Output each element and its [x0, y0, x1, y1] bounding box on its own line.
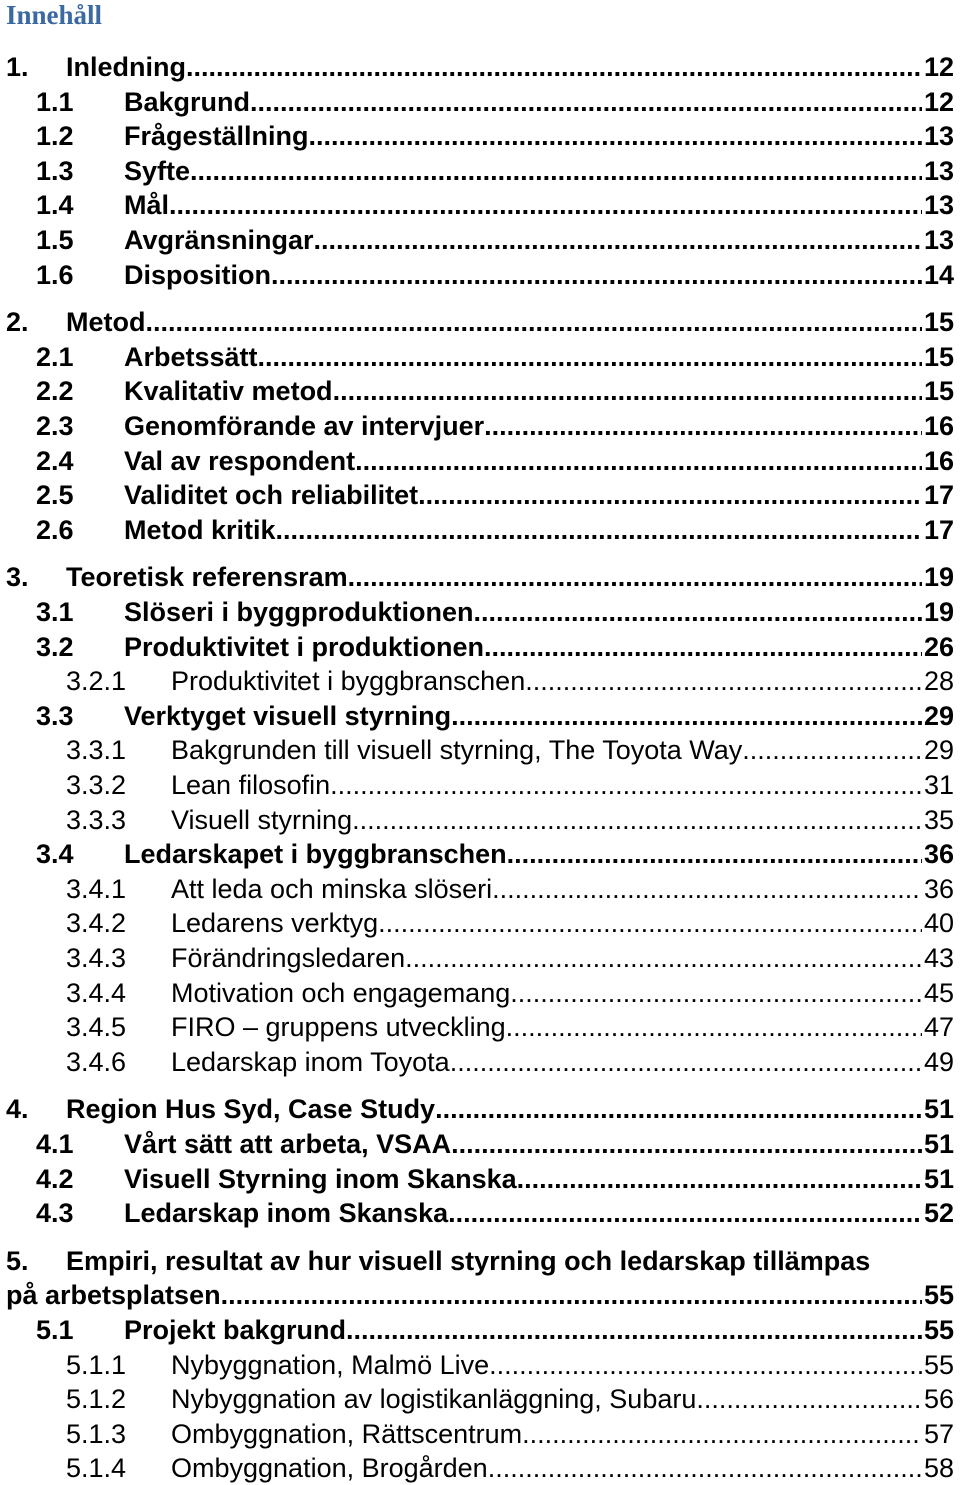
toc-entry[interactable] — [0, 560, 954, 594]
toc-entry-page: 16 — [923, 411, 954, 441]
toc-heading: Innehåll — [6, 0, 103, 30]
toc-entry[interactable] — [0, 340, 954, 374]
toc-entry[interactable] — [0, 1313, 954, 1347]
toc-entry-page: 14 — [923, 259, 954, 290]
toc-entry-title-wrap — [171, 976, 954, 1010]
toc-entry-page: 36 — [923, 839, 954, 870]
toc-entry-title: Frågeställning — [124, 121, 309, 152]
toc-entry-page: 13 — [923, 190, 954, 221]
toc-entry[interactable] — [0, 223, 954, 257]
toc-entry-title: Kvalitativ metod — [124, 376, 333, 407]
toc-entry-number: 2.3 — [36, 411, 74, 441]
toc-entry[interactable] — [0, 1162, 954, 1196]
toc-entry[interactable] — [0, 1451, 954, 1485]
toc-entry-title: Teoretisk referensram — [66, 562, 348, 593]
toc-entry-title: Mål — [124, 190, 170, 221]
toc-entry-title-wrap — [124, 223, 954, 257]
toc-entry-title-wrap — [171, 941, 954, 975]
dot-leader — [492, 872, 954, 906]
toc-entry-title-line2: på arbetsplatsen — [6, 1280, 221, 1311]
toc-entry-page: 13 — [923, 121, 954, 152]
toc-entry[interactable] — [0, 664, 954, 698]
toc-entry-title: Genomförande av intervjuer — [124, 411, 485, 441]
toc-entry[interactable] — [0, 1348, 954, 1382]
toc-entry-title-wrap — [124, 699, 954, 733]
dot-leader — [221, 1278, 954, 1312]
toc-entry-title-wrap — [124, 478, 954, 512]
toc-entry-page: 45 — [923, 977, 954, 1008]
toc-entry-page: 51 — [923, 1094, 954, 1125]
toc-entry-title-wrap — [124, 513, 954, 547]
toc-entry-page: 43 — [923, 943, 954, 973]
toc-entry-number: 3.4.5 — [66, 1012, 127, 1043]
toc-entry-number: 5.1.1 — [66, 1349, 127, 1380]
toc-entry-title: Validitet och reliabilitet — [124, 480, 419, 511]
dot-leader — [169, 188, 954, 222]
toc-entry-title-wrap — [171, 1348, 954, 1382]
dot-leader — [352, 803, 954, 837]
dot-leader — [330, 768, 954, 802]
toc-entry-page: 35 — [923, 804, 954, 835]
toc-entry-number: 3.3.3 — [66, 804, 127, 835]
dot-leader — [484, 630, 954, 664]
toc-entry-number: 3.4 — [36, 839, 74, 870]
toc-entry-number: 2.4 — [36, 445, 74, 476]
toc-entry-page: 57 — [923, 1418, 954, 1449]
toc-entry-title-wrap — [124, 85, 954, 119]
toc-entry-title: Motivation och engagemang — [171, 977, 511, 1008]
toc-entry-title-wrap — [171, 733, 954, 767]
toc-entry-continuation[interactable] — [0, 1278, 954, 1312]
toc-entry[interactable] — [0, 119, 954, 153]
toc-entry-title-wrap — [171, 803, 954, 837]
dot-leader — [517, 1162, 954, 1196]
toc-entry[interactable] — [0, 1092, 954, 1126]
toc-entry-title: Projekt bakgrund — [124, 1315, 347, 1345]
toc-entry-page: 15 — [923, 307, 954, 338]
dot-leader — [258, 340, 954, 374]
toc-entry-number: 3.4.2 — [66, 908, 127, 939]
toc-entry-title: Slöseri i byggproduktionen — [124, 597, 474, 627]
toc-entry[interactable] — [0, 733, 954, 767]
toc-entry-title-wrap — [66, 560, 954, 594]
toc-entry-title-wrap — [124, 340, 954, 374]
toc-entry-page: 31 — [923, 770, 954, 800]
toc-entry-title-wrap — [124, 409, 954, 443]
toc-entry-title-wrap — [124, 1162, 954, 1196]
toc-entry-number: 2.2 — [36, 376, 74, 407]
toc-entry-number: 3.4.1 — [66, 873, 127, 904]
toc-entry-page: 55 — [923, 1315, 954, 1345]
toc-entry-page: 58 — [923, 1453, 954, 1484]
toc-entry-title: Syfte — [124, 155, 191, 186]
toc-entry-title-wrap — [124, 119, 954, 153]
dot-leader — [489, 1348, 954, 1382]
toc-entry-title-wrap — [66, 1092, 954, 1126]
toc-entry-page: 15 — [923, 376, 954, 407]
dot-leader — [276, 513, 954, 547]
toc-entry-title-wrap — [171, 1010, 954, 1044]
toc-entry-number: 1.3 — [36, 155, 74, 186]
dot-leader — [405, 941, 954, 975]
toc-entry-title-wrap — [124, 444, 954, 478]
toc-entry[interactable] — [0, 50, 954, 84]
toc-entry[interactable] — [0, 85, 954, 119]
toc-entry-title: Ombyggnation, Brogården — [171, 1453, 488, 1484]
toc-entry-page: 36 — [923, 873, 954, 904]
toc-entry-number: 1.2 — [36, 121, 74, 152]
toc-entry-title-wrap — [124, 837, 954, 871]
toc-entry-title: Bakgrunden till visuell styrning, The Toyota Way — [171, 735, 743, 766]
toc-entry-title-wrap — [124, 374, 954, 408]
toc-entry-page: 12 — [923, 52, 954, 82]
toc-entry-number: 2.6 — [36, 514, 74, 545]
toc-entry-page: 15 — [923, 341, 954, 372]
toc-entry[interactable] — [0, 803, 954, 837]
toc-entry-title: Empiri, resultat av hur visuell styrning och ledarskap tillämpas — [66, 1245, 871, 1276]
toc-entry[interactable] — [0, 768, 954, 802]
toc-entry-title-wrap — [171, 768, 954, 802]
dot-leader — [451, 1127, 954, 1161]
dot-leader — [506, 1010, 954, 1044]
toc-entry-title: Metod kritik — [124, 514, 276, 545]
toc-entry[interactable] — [0, 374, 954, 408]
toc-entry[interactable] — [0, 1244, 954, 1278]
toc-entry-number: 4. — [6, 1094, 29, 1125]
toc-entry-title-wrap — [124, 1196, 954, 1230]
toc-entry[interactable] — [0, 409, 954, 443]
toc-entry-title: Avgränsningar — [124, 225, 314, 255]
toc-entry-title-wrap — [171, 1417, 954, 1451]
toc-entry-title-wrap — [171, 1045, 954, 1079]
toc-entry-title-wrap — [124, 595, 954, 629]
toc-entry-page: 49 — [923, 1046, 954, 1077]
toc-entry-page: 52 — [923, 1198, 954, 1229]
toc-entry-page: 55 — [923, 1349, 954, 1380]
dot-leader — [696, 1382, 954, 1416]
toc-entry-title: Ledarskapet i byggbranschen — [124, 839, 507, 870]
toc-entry-number: 3.1 — [36, 597, 74, 627]
toc-entry-number: 4.1 — [36, 1129, 74, 1159]
toc-entry-title: FIRO – gruppens utveckling — [171, 1012, 506, 1043]
toc-entry-title-wrap — [66, 50, 954, 84]
dot-leader — [418, 478, 954, 512]
toc-entry[interactable] — [0, 1010, 954, 1044]
toc-entry-title: Disposition — [124, 259, 271, 290]
toc-entry-page: 55 — [923, 1280, 954, 1311]
toc-entry-number: 5.1.3 — [66, 1418, 127, 1449]
toc-entry-number: 3.2 — [36, 631, 74, 662]
toc-entry-number: 3.3.2 — [66, 770, 127, 800]
dot-leader — [271, 258, 954, 292]
toc-entry-title-wrap — [171, 872, 954, 906]
dot-leader — [378, 906, 954, 940]
dot-leader — [507, 837, 954, 871]
toc-entry-number: 4.2 — [36, 1163, 74, 1194]
toc-entry-title-wrap — [124, 1127, 954, 1161]
toc-entry-number: 3.4.3 — [66, 943, 127, 973]
toc-entry-number: 5.1.2 — [66, 1384, 127, 1415]
toc-entry-title: Ledarskap inom Toyota — [171, 1046, 450, 1077]
dot-leader — [333, 374, 954, 408]
toc-entry[interactable] — [0, 444, 954, 478]
toc-entry-page: 51 — [923, 1129, 954, 1159]
dot-leader — [250, 85, 954, 119]
toc-entry-number: 5.1 — [36, 1315, 74, 1345]
toc-entry-title: Lean filosofin — [171, 770, 331, 800]
toc-entry-title: Verktyget visuell styrning — [124, 700, 452, 731]
dot-leader — [348, 560, 954, 594]
toc-entry-page: 26 — [923, 631, 954, 662]
toc-entry-title-wrap — [6, 1278, 954, 1312]
dot-leader — [522, 1417, 954, 1451]
toc-entry-title: Bakgrund — [124, 86, 251, 117]
toc-entry-number: 2.5 — [36, 480, 74, 511]
toc-entry-title: Nybyggnation, Malmö Live — [171, 1349, 490, 1380]
toc-entry-title-wrap — [171, 664, 954, 698]
toc-entry-page: 47 — [923, 1012, 954, 1043]
toc-entry-number: 1. — [6, 52, 29, 82]
toc-entry-page: 17 — [923, 480, 954, 511]
toc-entry-title-wrap — [124, 1313, 954, 1347]
dot-leader — [435, 1092, 954, 1126]
toc-entry-title: Visuell Styrning inom Skanska — [124, 1163, 517, 1194]
toc-entry[interactable] — [0, 1127, 954, 1161]
toc-entry[interactable] — [0, 258, 954, 292]
dot-leader — [525, 664, 954, 698]
toc-entry-title: Val av respondent — [124, 445, 356, 476]
toc-entry-title-wrap — [66, 305, 954, 339]
dot-leader — [190, 154, 954, 188]
dot-leader — [484, 409, 954, 443]
toc-entry-title: Ledarens verktyg — [171, 908, 379, 939]
toc-entry-page: 56 — [923, 1384, 954, 1415]
toc-entry-number: 5. — [6, 1245, 29, 1276]
toc-entry-page: 28 — [923, 666, 954, 697]
toc-entry[interactable] — [0, 976, 954, 1010]
toc-entry[interactable] — [0, 630, 954, 664]
dot-leader — [448, 1196, 954, 1230]
toc-entry[interactable] — [0, 1417, 954, 1451]
toc-entry-page: 13 — [923, 225, 954, 255]
toc-entry-number: 1.4 — [36, 190, 74, 221]
dot-leader — [309, 119, 954, 153]
toc-entry-number: 3.3 — [36, 700, 74, 731]
toc-entry-page: 19 — [923, 597, 954, 627]
toc-entry-number: 1.1 — [36, 86, 74, 117]
toc-entry-title: Förändringsledaren — [171, 943, 406, 973]
dot-leader — [450, 1045, 954, 1079]
toc-entry-title: Arbetssätt — [124, 341, 258, 372]
toc-entry[interactable] — [0, 906, 954, 940]
toc-entry-title: Metod — [66, 307, 146, 338]
toc-entry[interactable] — [0, 478, 954, 512]
toc-entry-title: Visuell styrning — [171, 804, 353, 835]
toc-entry-title: Nybyggnation av logistikanläggning, Subaru — [171, 1384, 697, 1415]
toc-entry[interactable] — [0, 837, 954, 871]
dot-leader — [145, 305, 954, 339]
toc-entry-number: 3.2.1 — [66, 666, 127, 697]
toc-entry[interactable] — [0, 154, 954, 188]
toc-entry-number: 3.4.4 — [66, 977, 127, 1008]
toc-entry-number: 3. — [6, 562, 29, 593]
toc-entry-title: Ombyggnation, Rättscentrum — [171, 1418, 523, 1449]
toc-entry-title-wrap — [124, 258, 954, 292]
toc-entry-page: 29 — [923, 735, 954, 766]
toc-entry-title-wrap — [171, 1382, 954, 1416]
toc-entry[interactable] — [0, 513, 954, 547]
dot-leader — [346, 1313, 954, 1347]
dot-leader — [186, 50, 954, 84]
toc-entry[interactable] — [0, 1382, 954, 1416]
toc-entry-title-wrap — [171, 906, 954, 940]
toc-entry-title: Vårt sätt att arbeta, VSAA — [124, 1129, 452, 1159]
toc-entry[interactable] — [0, 941, 954, 975]
toc-entry-title-wrap — [124, 188, 954, 222]
toc-entry-number: 5.1.4 — [66, 1453, 127, 1484]
toc-entry[interactable] — [0, 699, 954, 733]
toc-entry-number: 4.3 — [36, 1198, 74, 1229]
toc-entry-page: 40 — [923, 908, 954, 939]
toc-entry-number: 3.3.1 — [66, 735, 127, 766]
toc-entry-title: Ledarskap inom Skanska — [124, 1198, 449, 1229]
toc-entry[interactable] — [0, 1196, 954, 1230]
toc-entry-title: Region Hus Syd, Case Study — [66, 1094, 436, 1125]
toc-entry-title: Inledning — [66, 52, 186, 82]
dot-leader — [314, 223, 954, 257]
toc-entry-page: 12 — [923, 86, 954, 117]
dot-leader — [488, 1451, 954, 1485]
toc-entry[interactable] — [0, 188, 954, 222]
toc-entry-page: 13 — [923, 155, 954, 186]
dot-leader — [355, 444, 954, 478]
dot-leader — [451, 699, 954, 733]
toc-entry-title-wrap — [171, 1451, 954, 1485]
toc-entry-page: 19 — [923, 562, 954, 593]
toc-entry-number: 1.5 — [36, 225, 74, 255]
toc-entry-number: 3.4.6 — [66, 1046, 127, 1077]
toc-entry-page: 51 — [923, 1163, 954, 1194]
toc-entry-title: Produktivitet i produktionen — [124, 631, 485, 662]
toc-entry-title-wrap — [124, 630, 954, 664]
toc-entry-page: 17 — [923, 514, 954, 545]
toc-entry[interactable] — [0, 872, 954, 906]
toc-entry[interactable] — [0, 595, 954, 629]
toc-entry[interactable] — [0, 305, 954, 339]
toc-entry-number: 2.1 — [36, 341, 74, 372]
dot-leader — [510, 976, 954, 1010]
toc-entry[interactable] — [0, 1045, 954, 1079]
dot-leader — [474, 595, 954, 629]
toc-entry-page: 29 — [923, 700, 954, 731]
toc-entry-number: 1.6 — [36, 259, 74, 290]
toc-entry-title: Produktivitet i byggbranschen — [171, 666, 526, 697]
toc-entry-title-wrap — [124, 154, 954, 188]
toc-entry-page: 16 — [923, 445, 954, 476]
toc-entry-title: Att leda och minska slöseri — [171, 873, 493, 904]
toc-entry-number: 2. — [6, 307, 29, 338]
